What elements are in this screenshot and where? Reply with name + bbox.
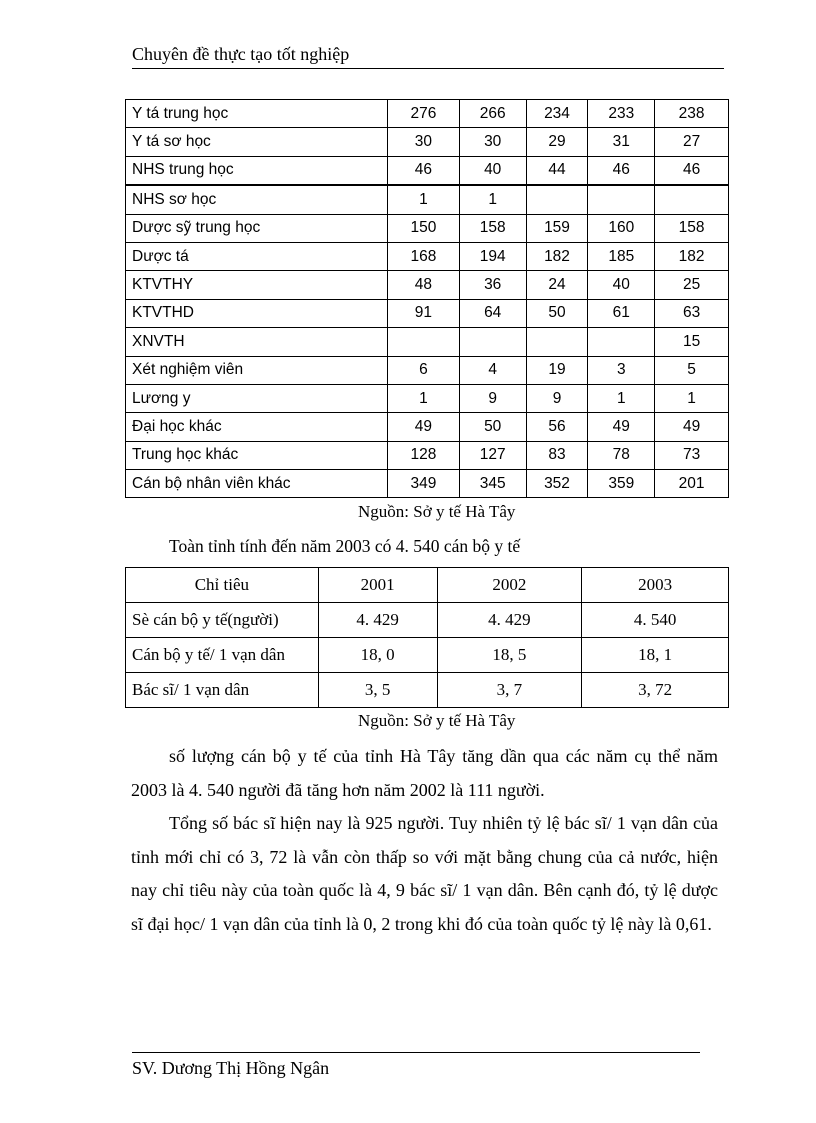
table-row [126, 384, 729, 412]
table-cell: 49 [588, 413, 655, 441]
table-row [126, 441, 729, 469]
table-cell: 3 [588, 356, 655, 384]
summary-header-row [126, 568, 729, 603]
table-row [126, 185, 729, 214]
row-label: XNVTH [126, 328, 388, 356]
row-label: KTVTHY [126, 271, 388, 299]
row-label: Y tá sơ học [126, 128, 388, 156]
table-row [126, 214, 729, 242]
table-cell: 128 [388, 441, 460, 469]
paragraph: số lượng cán bộ y tế của tỉnh Hà Tây tăng dần qua các năm cụ thể năm 2003 là 4. 540 người đã tăng hơn năm 2002 là 111 người. [131, 746, 718, 800]
table-cell: 182 [655, 242, 729, 270]
table-cell: 64 [459, 299, 526, 327]
table-cell: 182 [526, 242, 588, 270]
table-cell [655, 185, 729, 214]
table-cell: 158 [655, 214, 729, 242]
table-row [126, 100, 729, 128]
table-cell: 6 [388, 356, 460, 384]
table-cell: 158 [459, 214, 526, 242]
table-cell: 63 [655, 299, 729, 327]
table-cell: 91 [388, 299, 460, 327]
table-row [126, 128, 729, 156]
table-cell: 150 [388, 214, 460, 242]
staff-table-body [126, 100, 729, 498]
table-cell: 24 [526, 271, 588, 299]
table-cell: 3, 72 [582, 673, 729, 708]
table-cell: 48 [388, 271, 460, 299]
table-cell: 44 [526, 156, 588, 185]
table-cell: 4. 540 [582, 603, 729, 638]
table-cell [588, 328, 655, 356]
row-label: KTVTHD [126, 299, 388, 327]
table-cell: 127 [459, 441, 526, 469]
row-label: Cán bộ y tế/ 1 vạn dân [126, 638, 319, 673]
row-label: NHS trung học [126, 156, 388, 185]
table-cell: 5 [655, 356, 729, 384]
table-cell: 46 [655, 156, 729, 185]
table-cell: 30 [459, 128, 526, 156]
summary-table-source: Nguồn: Sở y tế Hà Tây [358, 711, 516, 730]
row-label: Trung học khác [126, 441, 388, 469]
summary-header-cell: 2001 [318, 568, 437, 603]
table-row [126, 299, 729, 327]
table-cell: 9 [459, 384, 526, 412]
table-cell: 46 [388, 156, 460, 185]
table-cell: 40 [588, 271, 655, 299]
table-row [126, 470, 729, 498]
table-cell: 31 [588, 128, 655, 156]
table-cell: 1 [388, 185, 460, 214]
table-row [126, 638, 729, 673]
table-cell: 160 [588, 214, 655, 242]
table-cell: 1 [459, 185, 526, 214]
table-cell: 185 [588, 242, 655, 270]
table-cell: 25 [655, 271, 729, 299]
table-cell: 238 [655, 100, 729, 128]
row-label: Dược tá [126, 242, 388, 270]
table-cell: 61 [588, 299, 655, 327]
table-cell: 83 [526, 441, 588, 469]
table-row [126, 603, 729, 638]
staff-table-source: Nguồn: Sở y tế Hà Tây [358, 502, 516, 521]
table-cell: 73 [655, 441, 729, 469]
table-cell: 18, 5 [437, 638, 582, 673]
table-cell: 349 [388, 470, 460, 498]
row-label: Xét nghiệm viên [126, 356, 388, 384]
table-row [126, 328, 729, 356]
table-row [126, 242, 729, 270]
table-cell: 18, 1 [582, 638, 729, 673]
summary-table [125, 567, 729, 708]
table-cell: 49 [388, 413, 460, 441]
paragraph: Tổng số bác sĩ hiện nay là 925 người. Tuy nhiên tỷ lệ bác sĩ/ 1 vạn dân của tỉnh mới chỉ có 3, 72 là vẫn còn thấp so với mặt bằng chung của cả nước, hiện nay chỉ tiêu này của toàn quốc là 4, 9 bác sĩ/ 1 vạn dân. Bên cạnh đó, tỷ lệ dược sĩ đại học/ 1 vạn dân của tỉnh là 0, 2 trong khi đó của toàn quốc tỷ lệ này là 0,61. [131, 813, 718, 934]
table-row [126, 156, 729, 185]
row-label: Sè cán bộ y tế(người) [126, 603, 319, 638]
footer-author: SV. Dương Thị Hồng Ngân [132, 1058, 330, 1078]
summary-header-cell: 2003 [582, 568, 729, 603]
table-cell: 1 [388, 384, 460, 412]
intro-line: Toàn tỉnh tính đến năm 2003 có 4. 540 cán bộ y tế [169, 536, 521, 556]
summary-header-cell: 2002 [437, 568, 582, 603]
table-cell: 56 [526, 413, 588, 441]
table-cell [459, 328, 526, 356]
table-row [126, 356, 729, 384]
table-cell: 266 [459, 100, 526, 128]
table-cell: 201 [655, 470, 729, 498]
table-cell: 30 [388, 128, 460, 156]
footer-divider [132, 1052, 700, 1053]
table-cell: 29 [526, 128, 588, 156]
table-cell: 19 [526, 356, 588, 384]
staff-table [125, 99, 729, 498]
table-cell: 9 [526, 384, 588, 412]
table-cell: 4. 429 [318, 603, 437, 638]
row-label: Cán bộ nhân viên khác [126, 470, 388, 498]
table-cell: 234 [526, 100, 588, 128]
header-divider [132, 68, 724, 69]
page-header-title: Chuyên đề thực tạo tốt nghiệp [132, 44, 350, 64]
row-label: NHS sơ học [126, 185, 388, 214]
row-label: Y tá trung học [126, 100, 388, 128]
table-cell: 78 [588, 441, 655, 469]
table-cell [526, 328, 588, 356]
table-cell: 345 [459, 470, 526, 498]
table-cell: 359 [588, 470, 655, 498]
table-cell: 4 [459, 356, 526, 384]
table-cell: 50 [526, 299, 588, 327]
table-row [126, 413, 729, 441]
row-label: Dược sỹ trung học [126, 214, 388, 242]
row-label: Bác sĩ/ 1 vạn dân [126, 673, 319, 708]
row-label: Đại học khác [126, 413, 388, 441]
table-row [126, 271, 729, 299]
row-label: Lương y [126, 384, 388, 412]
table-cell: 233 [588, 100, 655, 128]
table-cell: 3, 7 [437, 673, 582, 708]
table-cell: 36 [459, 271, 526, 299]
table-cell [526, 185, 588, 214]
body-text [131, 740, 718, 941]
table-cell [588, 185, 655, 214]
table-cell: 15 [655, 328, 729, 356]
table-cell: 1 [588, 384, 655, 412]
table-cell: 194 [459, 242, 526, 270]
table-cell: 3, 5 [318, 673, 437, 708]
table-cell: 49 [655, 413, 729, 441]
table-cell: 18, 0 [318, 638, 437, 673]
table-cell: 50 [459, 413, 526, 441]
table-cell: 4. 429 [437, 603, 582, 638]
table-cell: 168 [388, 242, 460, 270]
table-cell: 27 [655, 128, 729, 156]
table-cell: 40 [459, 156, 526, 185]
table-row [126, 673, 729, 708]
table-cell: 352 [526, 470, 588, 498]
table-cell: 159 [526, 214, 588, 242]
summary-table-body [126, 603, 729, 708]
table-cell: 276 [388, 100, 460, 128]
summary-header-cell: Chỉ tiêu [126, 568, 319, 603]
table-cell [388, 328, 460, 356]
table-cell: 46 [588, 156, 655, 185]
table-cell: 1 [655, 384, 729, 412]
